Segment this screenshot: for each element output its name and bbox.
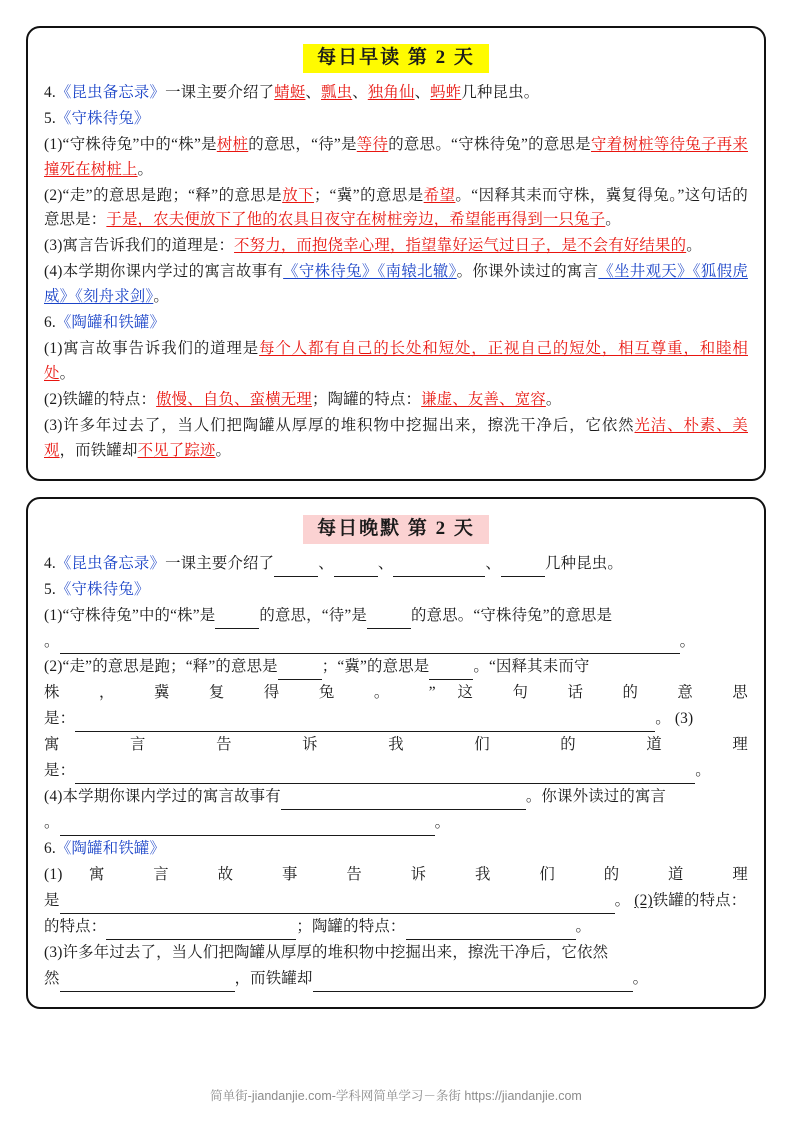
e-q6-2-label: (2)	[634, 892, 653, 910]
e-q5-4-label: (4)	[44, 788, 63, 806]
q6-3-a1: 光洁、朴素、美观	[44, 417, 748, 460]
morning-title-wrap	[44, 44, 748, 73]
evening-q5-2-spread	[44, 681, 748, 706]
e-q5-number: 5.	[44, 580, 56, 598]
blank-field[interactable]	[60, 975, 235, 992]
q5-2-t3: 。“因释其耒而守株，冀复得兔。”这句话的意思是：	[44, 186, 749, 229]
morning-q5-3	[44, 234, 748, 259]
q4-answer-4: 蚂蚱	[430, 83, 462, 101]
q6-3-t1: 许多年过去了，当人们把陶罐从厚厚的堆积物中挖掘出来，擦洗干净后，它依然	[62, 417, 635, 435]
q6-2-a1: 傲慢、自负、蛮横无理	[156, 391, 313, 409]
e-q6-number: 6.	[44, 840, 56, 858]
q5-4-t3: 。	[153, 288, 169, 306]
evening-q6-3-cont: 然 ，而铁罐却 。	[44, 967, 748, 992]
q5-1-t3: 的意思。“守株待兔”的意思是	[388, 135, 592, 153]
morning-q5-heading	[44, 107, 748, 132]
blank-field[interactable]	[215, 611, 259, 628]
blank-field[interactable]	[60, 897, 615, 914]
e-q6-1-label: (1)	[44, 866, 63, 884]
q4-answer-2: 瓢虫	[321, 83, 353, 101]
morning-reading-card	[26, 26, 766, 481]
q6-number: 6.	[44, 314, 56, 332]
blank-field[interactable]	[75, 715, 655, 732]
evening-q6-2-cont: 的特点： ；陶罐的特点： 。	[44, 915, 748, 940]
q6-3-t2: ，而铁罐却	[59, 442, 138, 460]
e-q5-3-t2: 。	[695, 762, 711, 780]
e-q5-4-t2: 。你课外读过的寓言	[525, 788, 667, 806]
evening-q5-4-cont: 。 。	[44, 811, 748, 836]
blank-field[interactable]	[278, 663, 322, 680]
q6-1-label: (1)	[44, 340, 63, 358]
blank-field[interactable]	[75, 767, 695, 784]
e-q5-3-label: (3)	[674, 710, 694, 728]
e-q5-2-t4: 是：	[44, 710, 76, 728]
q5-number: 5.	[44, 109, 56, 127]
q6-2-t2: ；陶罐的特点：	[312, 391, 422, 409]
evening-q5-2-cont: 是： 。 (3)	[44, 707, 748, 732]
e-q4-text-before: 一课主要介绍了	[165, 554, 275, 572]
evening-q5-4	[44, 785, 748, 810]
blank-field[interactable]	[60, 819, 435, 836]
e-q6-book: 《陶罐和铁罐》	[55, 840, 166, 858]
e-q6-3-t1: 许多年过去了，当人们把陶罐从厚厚的堆积物中挖掘出来，擦洗干净后，它依然	[62, 943, 609, 961]
evening-q5-2: (2)“走”的意思是跑；“释”的意思是 ；“冀”的意思是 。“因释其耒而守	[44, 655, 748, 680]
morning-q6-heading	[44, 311, 748, 336]
e-q5-1-t1: “守株待兔”中的“株”是	[62, 606, 216, 624]
q4-text-after: 几种昆虫。	[461, 83, 540, 101]
q5-1-label: (1)	[44, 135, 63, 153]
q6-2-label: (2)	[44, 391, 63, 409]
q5-1-t4: 。	[137, 160, 154, 178]
blank-field[interactable]	[106, 923, 296, 940]
e-q6-1-t1: 是	[44, 892, 60, 910]
evening-title-wrap	[44, 515, 748, 544]
morning-q5-4	[44, 260, 748, 310]
q5-4-a2: 《坐井观天》《狐假虎威》《刻舟求剑》	[44, 263, 748, 306]
q6-1-t2: 。	[59, 365, 76, 383]
e-q5-2-t1: “走”的意思是跑；“释”的意思是	[62, 658, 278, 676]
morning-q5-1	[44, 133, 748, 183]
q5-4-a1: 《守株待兔》《南辕北辙》	[283, 263, 457, 281]
e-q5-2-label: (2)	[44, 658, 63, 676]
q5-1-a1: 树桩	[216, 135, 249, 153]
q6-2-t1: 铁罐的特点：	[62, 391, 157, 409]
q5-1-a2: 等待	[356, 135, 389, 153]
blank-field[interactable]	[393, 559, 485, 576]
q5-1-t1: “守株待兔”中的“株”是	[62, 135, 217, 153]
q5-3-t1: 寓言告诉我们的道理是：	[62, 237, 235, 255]
e-q5-1-label: (1)	[44, 606, 63, 624]
q5-4-label: (4)	[44, 263, 63, 281]
q6-book: 《陶罐和铁罐》	[55, 314, 166, 332]
q6-3-a2: 不见了踪迹	[137, 442, 216, 460]
blank-field[interactable]	[60, 637, 680, 654]
e-q6-2-t5: 。	[575, 918, 592, 936]
evening-q4: 4.《昆虫备忘录》一课主要介绍了 、 、 、 几种昆虫。	[44, 552, 748, 577]
q5-2-a1: 放下	[282, 186, 314, 204]
blank-field[interactable]	[334, 559, 378, 576]
morning-q5-2	[44, 184, 748, 234]
q4-answer-3: 独角仙	[367, 83, 415, 101]
evening-title: 每日晚默 第 2 天	[303, 515, 489, 544]
e-q6-3-t3: 。	[632, 969, 649, 987]
blank-field[interactable]	[406, 923, 576, 940]
q5-1-t2: 的意思，“待”是	[248, 135, 357, 153]
q5-4-t2: 。你课外读过的寓言	[456, 263, 599, 281]
blank-field[interactable]	[429, 663, 473, 680]
q4-text-before: 一课主要介绍了	[165, 83, 275, 101]
blank-field[interactable]	[313, 975, 633, 992]
e-q5-1-t2: 的意思，“待”是	[259, 606, 368, 624]
e-q6-2-t3: 铁罐的特点：	[652, 892, 747, 910]
q5-4-t1: 本学期你课内学过的寓言故事有	[62, 263, 284, 281]
evening-q6-1-cont	[44, 889, 748, 914]
e-q6-2-t4: ；陶罐的特点：	[296, 918, 406, 936]
e-q5-book: 《守株待兔》	[55, 580, 150, 598]
morning-title: 每日早读 第 2 天	[303, 44, 489, 73]
q6-2-t3: 。	[545, 391, 562, 409]
q5-2-a2: 希望	[423, 186, 456, 204]
q4-number: 4.	[44, 83, 56, 101]
evening-q5-3-spread	[44, 733, 748, 758]
e-q6-3-label: (3)	[44, 943, 63, 961]
q5-3-a1: 不努力，而抱侥幸心理，指望靠好运气过日子，是不会有好结果的	[234, 237, 687, 255]
q6-1-t1: 寓言故事告诉我们的道理是	[62, 340, 260, 358]
evening-q5-heading	[44, 578, 748, 603]
morning-q6-1	[44, 337, 748, 387]
e-q6-1-spread-text: 寓 言 故 事 告 诉 我 们 的 道 理	[88, 866, 748, 884]
e-q5-4-t3: 。	[44, 814, 60, 832]
morning-q4: 4.《昆虫备忘录》一课主要介绍了蜻蜓、瓢虫、独角仙、蚂蚱几种昆虫。	[44, 83, 540, 101]
e-q5-3-t1: 是：	[44, 762, 76, 780]
e-q5-2-t2: ；“冀”的意思是	[321, 658, 430, 676]
q5-1-a3: 守着树桩等待兔子再来撞死在树桩上	[44, 135, 748, 178]
q4-answer-1: 蜻蜓	[274, 83, 306, 101]
q5-2-a3: 于是，农夫便放下了他的农具日夜守在树桩旁边，希望能再得到一只兔子	[106, 211, 606, 229]
e-q5-1-t4: 。	[44, 632, 60, 650]
q5-book: 《守株待兔》	[55, 109, 150, 127]
blank-field[interactable]	[367, 611, 411, 628]
e-q5-4-t1: 本学期你课内学过的寓言故事有	[62, 788, 281, 806]
evening-q5-1-cont: 。 。	[44, 630, 748, 655]
q4-book: 《昆虫备忘录》	[55, 83, 166, 101]
evening-q6-3	[44, 941, 748, 966]
evening-q5-1	[44, 604, 748, 629]
evening-q6-heading	[44, 837, 748, 862]
q6-2-a2: 谦虚、友善、宽容	[421, 391, 546, 409]
morning-q6-2	[44, 388, 748, 413]
blank-field[interactable]	[501, 559, 545, 576]
q5-3-label: (3)	[44, 237, 63, 255]
q5-2-label: (2)	[44, 186, 63, 204]
e-q4-number: 4.	[44, 554, 56, 572]
e-q6-3-t2: ，而铁罐却	[234, 969, 313, 987]
q5-3-t2: 。	[686, 237, 702, 255]
evening-dictation-card	[26, 497, 766, 1009]
blank-field[interactable]	[274, 559, 318, 576]
e-q4-book: 《昆虫备忘录》	[55, 554, 166, 572]
e-q4-text-after: 几种昆虫。	[545, 554, 623, 572]
e-q5-1-t3: 的意思。“守株待兔”的意思是	[411, 606, 613, 624]
e-q5-2-spread-text: 株 ， 冀 复 得 兔 。 ” 这 句 话 的 意 思	[44, 684, 748, 702]
q6-1-a1: 每个人都有自己的长处和短处，正视自己的短处，相互尊重，和睦相处	[44, 340, 748, 383]
evening-q6-1-spread	[44, 863, 748, 888]
q5-2-t4: 。	[605, 211, 621, 229]
q5-2-t1: “走”的意思是跑；“释”的意思是	[62, 186, 283, 204]
q5-2-t2: ；“冀”的意思是	[313, 186, 424, 204]
evening-q5-3-cont	[44, 759, 748, 784]
e-q5-3-spread-text: 寓 言 告 诉 我 们 的 道 理	[44, 736, 748, 754]
page-footer: 简单街-jiandanjie.com-学科网简单学习－条街 https://jiandanjie.com	[210, 1089, 582, 1103]
blank-field[interactable]	[281, 793, 526, 810]
e-q6-1-t2: 。	[614, 892, 631, 910]
morning-q6-3	[44, 414, 748, 464]
q6-3-t3: 。	[215, 442, 232, 460]
q6-3-label: (3)	[44, 417, 63, 435]
